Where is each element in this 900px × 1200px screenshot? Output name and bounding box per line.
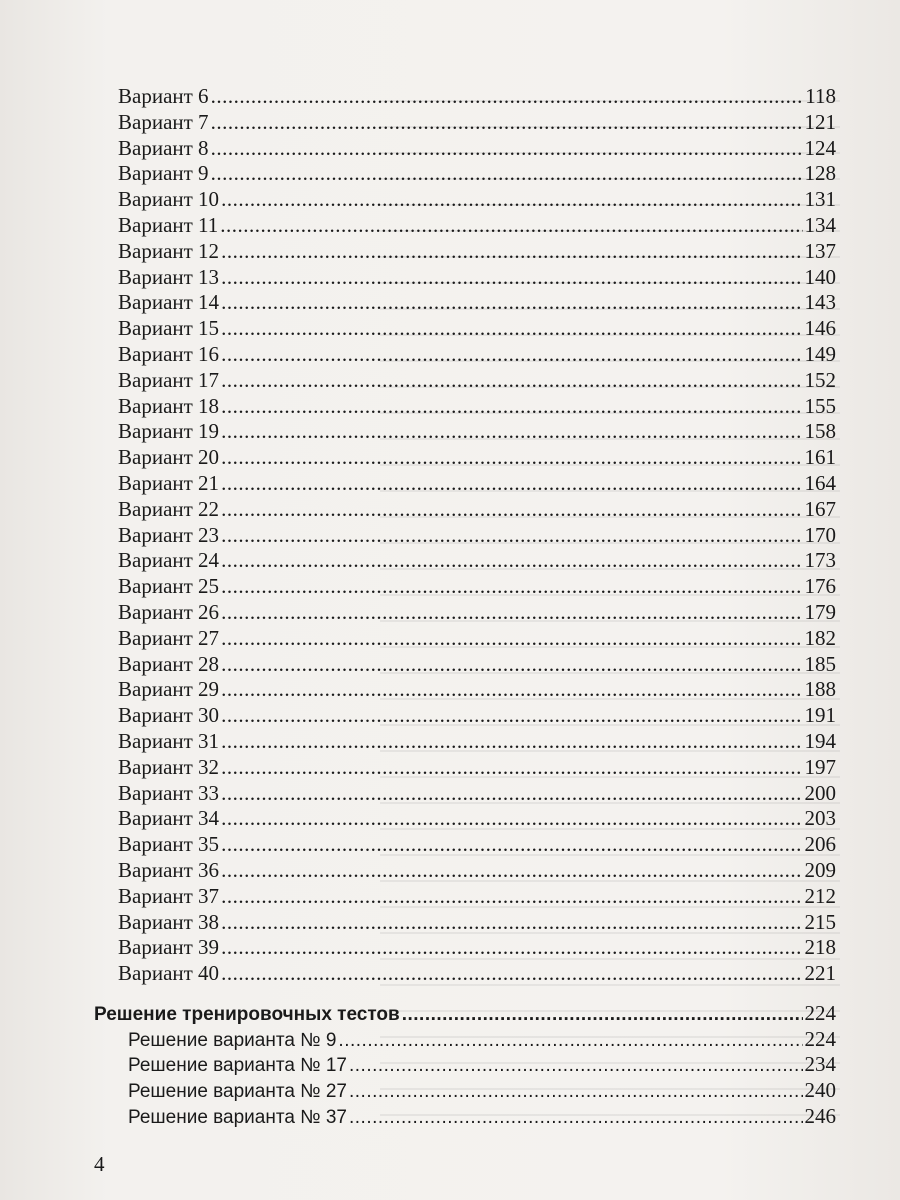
dot-leader	[402, 1002, 803, 1028]
toc-variant-entry[interactable]	[94, 187, 836, 213]
entry-title: Вариант 26	[118, 599, 220, 624]
entry-page-number: 118	[805, 84, 836, 108]
entry-title: Вариант 14	[118, 290, 220, 315]
entry-title: Вариант 21	[118, 470, 220, 495]
entry-page-number: 224	[804, 1026, 836, 1051]
dot-leader	[221, 368, 802, 394]
entry-title: Решение варианта № 27	[128, 1081, 347, 1103]
toc-variant-entry[interactable]	[94, 755, 836, 781]
entry-title: Вариант 10	[118, 187, 220, 212]
entry-title: Вариант 11	[118, 212, 219, 237]
entry-title: Вариант 33	[118, 780, 220, 805]
entry-page-number: 137	[804, 238, 836, 263]
entry-title: Решение варианта № 17	[128, 1055, 347, 1077]
toc-variant-entry[interactable]	[94, 910, 836, 936]
dot-leader	[221, 523, 802, 549]
entry-title: Вариант 6	[118, 84, 209, 108]
entry-title: Вариант 29	[118, 677, 220, 702]
toc-variant-entry[interactable]	[94, 600, 836, 626]
dot-leader	[211, 136, 803, 162]
entry-page-number: 170	[804, 522, 836, 547]
solution-list	[94, 1027, 836, 1130]
entry-title: Вариант 18	[118, 393, 220, 418]
dot-leader	[338, 1028, 802, 1054]
entry-page-number: 215	[804, 909, 836, 934]
entry-title: Вариант 28	[118, 651, 220, 676]
dot-leader	[349, 1053, 803, 1079]
entry-title: Вариант 20	[118, 445, 220, 470]
dot-leader	[221, 832, 802, 858]
entry-title: Вариант 12	[118, 238, 220, 263]
entry-page-number: 203	[804, 806, 836, 831]
toc-variant-entry[interactable]	[94, 368, 836, 394]
toc-variant-entry[interactable]	[94, 626, 836, 652]
entry-page-number: 182	[804, 625, 836, 650]
entry-page-number: 134	[804, 212, 836, 237]
entry-page-number: 164	[804, 470, 836, 495]
entry-title: Вариант 7	[118, 109, 209, 134]
entry-page-number: 200	[804, 780, 836, 805]
entry-page-number: 176	[804, 574, 836, 599]
entry-page-number: 206	[804, 832, 836, 857]
entry-title: Вариант 39	[118, 935, 220, 960]
entry-title: Вариант 17	[118, 367, 220, 392]
toc-variant-entry[interactable]	[94, 523, 836, 549]
entry-title: Вариант 35	[118, 832, 220, 857]
dot-leader	[221, 548, 802, 574]
entry-page-number: 167	[804, 496, 836, 521]
entry-page-number: 194	[804, 728, 836, 753]
toc-variant-entry[interactable]	[94, 884, 836, 910]
entry-page-number: 212	[804, 883, 836, 908]
dot-leader	[221, 471, 802, 497]
dot-leader	[221, 910, 802, 936]
entry-title: Вариант 25	[118, 574, 220, 599]
entry-page-number: 197	[804, 754, 836, 779]
toc-variant-entry[interactable]	[94, 394, 836, 420]
dot-leader	[221, 394, 802, 420]
dot-leader	[221, 419, 802, 445]
toc-variant-entry[interactable]	[94, 652, 836, 678]
dot-leader	[211, 161, 803, 187]
entry-title: Вариант 24	[118, 548, 220, 573]
dot-leader	[221, 290, 802, 316]
toc-variant-entry[interactable]	[94, 574, 836, 600]
dot-leader	[221, 600, 802, 626]
entry-page-number: 124	[804, 135, 836, 160]
entry-page-number: 246	[804, 1104, 836, 1129]
entry-title: Вариант 8	[118, 135, 209, 160]
dot-leader	[221, 187, 802, 213]
entry-title: Вариант 27	[118, 625, 220, 650]
dot-leader	[221, 445, 802, 471]
toc-solution-entry[interactable]	[94, 1078, 836, 1104]
toc-variant-entry[interactable]	[94, 497, 836, 523]
toc-variant-entry[interactable]	[94, 548, 836, 574]
dot-leader	[221, 652, 802, 678]
toc-variant-entry[interactable]	[94, 84, 836, 110]
entry-title: Вариант 22	[118, 496, 220, 521]
variant-list	[94, 84, 836, 987]
entry-title: Вариант 40	[118, 961, 220, 986]
toc-variant-entry[interactable]	[94, 110, 836, 136]
entry-page-number: 221	[804, 961, 836, 986]
toc-solution-entry[interactable]	[94, 1052, 836, 1078]
entry-page-number: 155	[804, 393, 836, 418]
toc-variant-entry[interactable]	[94, 935, 836, 961]
dot-leader	[221, 729, 802, 755]
toc-variant-entry[interactable]	[94, 729, 836, 755]
entry-page-number: 158	[804, 419, 836, 444]
entry-page-number: 173	[804, 548, 836, 573]
entry-title: Вариант 30	[118, 703, 220, 728]
toc-variant-entry[interactable]	[94, 290, 836, 316]
dot-leader	[221, 961, 802, 987]
entry-title: Вариант 37	[118, 883, 220, 908]
entry-page-number: 185	[804, 651, 836, 676]
dot-leader	[221, 806, 802, 832]
entry-title: Вариант 32	[118, 754, 220, 779]
entry-page-number: 209	[804, 857, 836, 882]
dot-leader	[221, 342, 802, 368]
entry-title: Вариант 9	[118, 161, 209, 186]
dot-leader	[221, 497, 802, 523]
dot-leader	[221, 781, 802, 807]
dot-leader	[221, 677, 802, 703]
dot-leader	[221, 574, 802, 600]
entry-title: Вариант 23	[118, 522, 220, 547]
toc-variant-entry[interactable]	[94, 781, 836, 807]
entry-title: Решение варианта № 37	[128, 1107, 347, 1129]
entry-title: Вариант 19	[118, 419, 220, 444]
toc-variant-entry[interactable]	[94, 677, 836, 703]
toc-variant-entry[interactable]	[94, 316, 836, 342]
dot-leader	[221, 884, 802, 910]
entry-title: Вариант 15	[118, 316, 220, 341]
dot-leader	[211, 110, 803, 136]
toc-variant-entry[interactable]	[94, 161, 836, 187]
toc-solution-entry[interactable]	[94, 1104, 836, 1130]
toc-section-heading[interactable]	[94, 1001, 836, 1027]
dot-leader	[221, 626, 802, 652]
entry-page-number: 152	[804, 367, 836, 392]
section-title: Решение тренировочных тестов	[94, 1003, 400, 1025]
dot-leader	[221, 265, 802, 291]
dot-leader	[221, 935, 802, 961]
dot-leader	[221, 316, 802, 342]
entry-title: Вариант 38	[118, 909, 220, 934]
toc-variant-entry[interactable]	[94, 471, 836, 497]
entry-page-number: 149	[804, 341, 836, 366]
dot-leader	[221, 239, 802, 265]
entry-page-number: 143	[804, 290, 836, 315]
entry-page-number: 131	[804, 187, 836, 212]
entry-title: Вариант 31	[118, 728, 220, 753]
entry-page-number: 128	[804, 161, 836, 186]
toc-variant-entry[interactable]	[94, 239, 836, 265]
entry-page-number: 188	[804, 677, 836, 702]
dot-leader	[221, 755, 802, 781]
entry-page-number: 140	[804, 264, 836, 289]
toc-variant-entry[interactable]	[94, 832, 836, 858]
toc-variant-entry[interactable]	[94, 136, 836, 162]
toc-variant-entry[interactable]	[94, 703, 836, 729]
entry-page-number: 121	[804, 109, 836, 134]
toc-variant-entry[interactable]	[94, 213, 836, 239]
entry-page-number: 179	[804, 599, 836, 624]
entry-title: Вариант 13	[118, 264, 220, 289]
dot-leader	[349, 1079, 803, 1105]
dot-leader	[220, 213, 802, 239]
entry-page-number: 191	[804, 703, 836, 728]
entry-title: Вариант 16	[118, 341, 220, 366]
entry-page-number: 146	[804, 316, 836, 341]
toc-variant-entry[interactable]	[94, 445, 836, 471]
entry-page-number: 218	[804, 935, 836, 960]
entry-title: Вариант 34	[118, 806, 220, 831]
dot-leader	[211, 84, 804, 110]
dot-leader	[349, 1105, 803, 1131]
dot-leader	[221, 703, 802, 729]
table-of-contents	[94, 84, 836, 1130]
toc-variant-entry[interactable]	[94, 806, 836, 832]
page-folio: 4	[94, 1152, 105, 1176]
section-page-number: 224	[804, 1000, 836, 1025]
dot-leader	[221, 858, 802, 884]
entry-title: Вариант 36	[118, 857, 220, 882]
entry-title: Решение варианта № 9	[128, 1029, 337, 1051]
entry-page-number: 161	[804, 445, 836, 470]
entry-page-number: 240	[804, 1078, 836, 1103]
entry-page-number: 234	[804, 1052, 836, 1077]
toc-variant-entry[interactable]	[94, 265, 836, 291]
toc-variant-entry[interactable]	[94, 342, 836, 368]
toc-variant-entry[interactable]	[94, 858, 836, 884]
toc-solution-entry[interactable]	[94, 1027, 836, 1053]
toc-variant-entry[interactable]	[94, 419, 836, 445]
toc-variant-entry[interactable]	[94, 961, 836, 987]
